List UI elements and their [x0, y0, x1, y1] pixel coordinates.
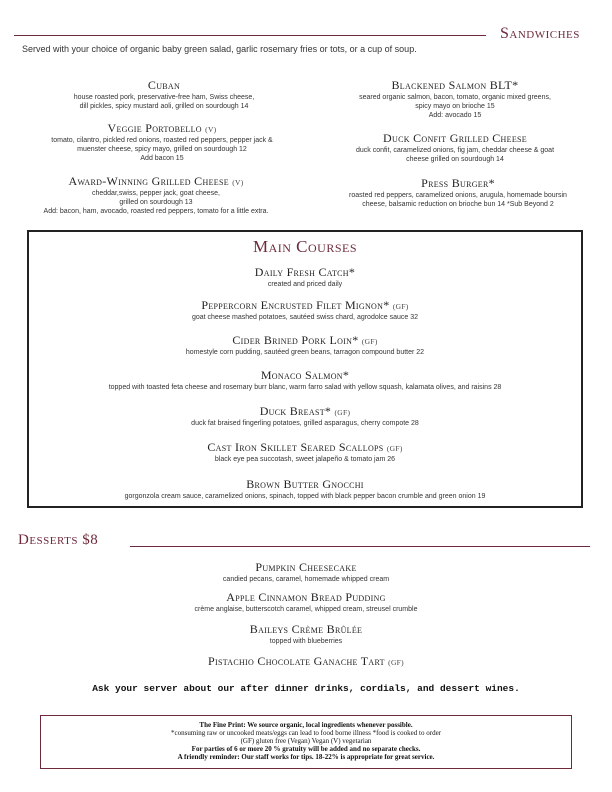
item-desc-line: muenster cheese, spicy mayo, grilled on sourdough 12	[77, 146, 247, 153]
item-desc-line: cheese, balsamic reduction on brioche bun 14 *Sub Beyond 2	[362, 201, 554, 208]
item-name: Press Burger*	[421, 176, 495, 190]
sandwich-item-grilled-cheese	[6, 174, 306, 216]
sandwiches-intro: Served with your choice of organic baby green salad, garlic rosemary fries or tots, or a cup of soup.	[22, 44, 417, 54]
dessert-item-cheesecake	[100, 560, 512, 584]
item-desc-line: roasted red peppers, caramelized onions, arugula, homemade boursin	[349, 192, 567, 199]
sandwiches-rule	[14, 35, 486, 36]
dessert-item-ganache-tart	[100, 654, 512, 669]
item-desc: crème anglaise, butterscotch caramel, whipped cream, streusel crumble	[194, 606, 418, 613]
diet-tag: (GF)	[334, 408, 351, 417]
fine-print-line: For parties of 6 or more 20 % gratuity will be added and no separate checks.	[191, 745, 421, 753]
item-desc-line: grilled on sourdough 13	[119, 199, 193, 206]
sandwich-item-cuban	[14, 78, 314, 111]
item-desc: created and priced daily	[267, 281, 343, 288]
diet-tag: (V)	[205, 125, 217, 134]
main-item-gnocchi	[29, 477, 581, 501]
sandwich-item-press-burger	[306, 176, 610, 209]
item-desc-line: Add: bacon, ham, avocado, roasted red peppers, tomato for a little extra.	[43, 208, 269, 215]
item-name: Daily Fresh Catch*	[254, 265, 356, 279]
item-desc: duck fat braised fingerling potatoes, grilled asparagus, cherry compote 28	[191, 420, 419, 427]
fine-print-line: The Fine Print: We source organic, local ingredients whenever possible.	[199, 721, 413, 729]
main-courses-title: Main Courses	[252, 237, 358, 256]
fine-print-box	[40, 715, 572, 769]
item-name: Cuban	[147, 78, 181, 92]
item-name: Cast Iron Skillet Seared Scallops (GF)	[207, 440, 403, 454]
item-desc-line: duck confit, caramelized onions, fig jam, cheddar cheese & goat	[355, 147, 555, 154]
fine-print-line: A friendly reminder: Our staff works for tips. 18-22% is appropriate for great service.	[177, 753, 435, 761]
main-item-duck-breast	[29, 404, 581, 428]
fine-print-line: *consuming raw or uncooked meats/eggs can lead to food borne illness *food is cooked to order	[170, 729, 442, 737]
main-item-monaco-salmon	[29, 368, 581, 392]
item-name: Pumpkin Cheesecake	[255, 560, 357, 574]
item-desc-line: Add bacon 15	[140, 155, 184, 162]
item-desc-line: tomato, cilantro, pickled red onions, roasted red peppers, pepper jack &	[51, 137, 273, 144]
desserts-title: Desserts $8	[18, 532, 99, 548]
item-name: Monaco Salmon*	[260, 368, 350, 382]
diet-tag: (GF)	[386, 444, 403, 453]
main-item-pork-loin	[29, 333, 581, 357]
item-name: Brown Butter Gnocchi	[246, 477, 364, 491]
item-desc: homestyle corn pudding, sautéed green beans, tarragon compound butter 22	[185, 349, 425, 356]
item-desc: topped with blueberries	[269, 638, 343, 645]
item-desc-line: Add: avocado 15	[428, 112, 482, 119]
item-desc-line: cheddar,swiss, pepper jack, goat cheese,	[91, 190, 221, 197]
main-item-filet-mignon	[29, 298, 581, 322]
dessert-item-bread-pudding	[100, 590, 512, 614]
item-name: Apple Cinnamon Bread Pudding	[226, 590, 386, 604]
dessert-item-creme-brulee	[100, 622, 512, 646]
item-desc-line: spicy mayo on brioche 15	[415, 103, 495, 110]
item-name: Duck Breast* (GF)	[259, 404, 351, 418]
item-desc: candied pecans, caramel, homemade whipped cream	[222, 576, 390, 583]
item-desc-line: cheese grilled on sourdough 14	[406, 156, 504, 163]
item-name: Award-Winning Grilled Cheese (V)	[68, 174, 244, 188]
item-desc-line: house roasted pork, preservative-free ham, Swiss cheese,	[73, 94, 255, 101]
item-name: Veggie Portobello (V)	[107, 121, 217, 135]
diet-tag: (GF)	[388, 658, 404, 667]
sandwich-item-duck-confit	[310, 131, 600, 164]
diet-tag: (GF)	[361, 337, 378, 346]
sandwich-item-veggie-portobello	[2, 121, 322, 163]
item-name: Peppercorn Encrusted Filet Mignon* (GF)	[201, 298, 409, 312]
item-desc-line: dill pickles, spicy mustard aoli, grilled on sourdough 14	[79, 103, 249, 110]
item-desc: topped with toasted feta cheese and rosemary burr blanc, warm farro salad with yellow squash, kalamata olives, and raisins 28	[108, 384, 502, 391]
fine-print-line: (GF) gluten free (Vegan) Vegan (V) vegetarian	[240, 737, 372, 745]
item-desc: goat cheese mashed potatoes, sautéed swiss chard, agrodolce sauce 32	[191, 314, 419, 321]
item-name: Duck Confit Grilled Cheese	[383, 131, 527, 145]
item-desc: gorgonzola cream sauce, caramelized onions, spinach, topped with black pepper bacon crumble and green onion 19	[124, 493, 486, 500]
main-item-fresh-catch	[29, 265, 581, 289]
item-desc: black eye pea succotash, sweet jalapeño & tomato jam 26	[214, 456, 396, 463]
item-desc-line: seared organic salmon, bacon, tomato, organic mixed greens,	[359, 94, 551, 101]
item-name: Blackened Salmon BLT*	[391, 78, 519, 92]
diet-tag: (V)	[232, 178, 244, 187]
desserts-rule	[130, 546, 590, 547]
main-item-scallops	[29, 440, 581, 464]
sandwich-item-salmon-blt	[310, 78, 600, 120]
after-dinner-tagline: Ask your server about our after dinner drinks, cordials, and dessert wines.	[92, 683, 520, 694]
item-name: Pistachio Chocolate Ganache Tart (GF)	[208, 654, 404, 668]
diet-tag: (GF)	[392, 302, 409, 311]
sandwiches-title: Sandwiches	[500, 25, 580, 42]
item-name: Baileys Crème Brûlée	[249, 622, 363, 636]
main-courses-box	[27, 230, 583, 508]
item-name: Cider Brined Pork Loin* (GF)	[232, 333, 378, 347]
